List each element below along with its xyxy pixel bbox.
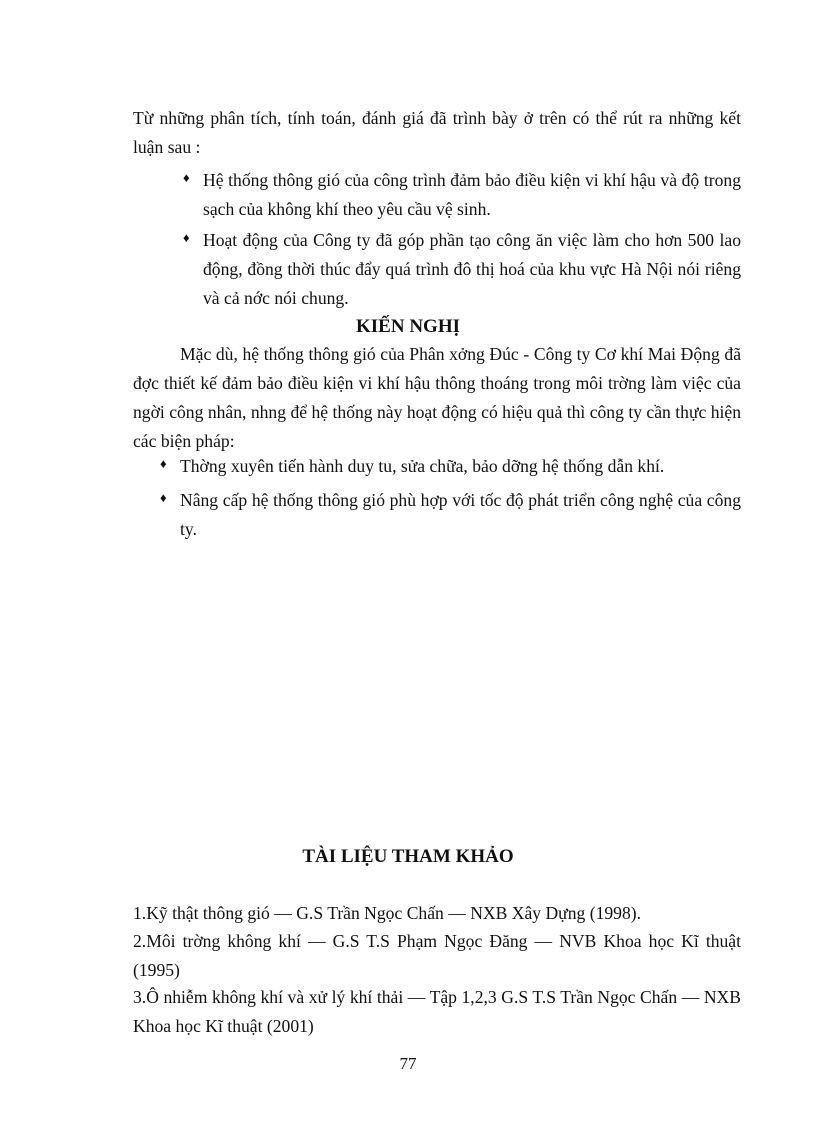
intro-paragraph: Từ những phân tích, tính toán, đánh giá đã trình bày ở trên có thể rút ra những kết luận sau : [133, 108, 741, 157]
diamond-bullet-icon: ♦ [183, 170, 190, 185]
page-number: 77 [399, 1054, 417, 1073]
recommendation-paragraph: Mặc dù, hệ thống thông gió của Phân xởng Đúc - Công ty Cơ khí Mai Động đã đợc thiết kế đảm bảo điều kiện vi khí hậu thông thoáng trong môi trờng làm việc của ngời công nhân, nhng để hệ thống này hoạt động có hiệu quả thì công ty cần thực hiện các biện pháp: [133, 344, 741, 451]
measure-item [160, 486, 741, 544]
measure-text: Nâng cấp hệ thống thông gió phù hợp với tốc độ phát triển công nghệ của công ty. [180, 490, 741, 539]
diamond-bullet-icon: ♦ [183, 230, 190, 245]
conclusion-item [183, 166, 741, 224]
measure-text: Thờng xuyên tiến hành duy tu, sửa chữa, bảo dỡng hệ thống dẫn khí. [180, 456, 665, 476]
diamond-bullet-icon: ♦ [160, 490, 167, 505]
conclusion-text: Hoạt động của Công ty đã góp phần tạo công ăn việc làm cho hơn 500 lao động, đồng thời thúc đẩy quá trình đô thị hoá của khu vực Hà Nội nói riêng và cả nớc nói chung. [203, 230, 741, 308]
recommendation-heading: KIẾN NGHỊ [356, 316, 460, 337]
measure-item [160, 452, 741, 481]
conclusion-text: Hệ thống thông gió của công trình đảm bảo điều kiện vi khí hậu và độ trong sạch của không khí theo yêu cầu vệ sinh. [203, 170, 741, 219]
references-heading: TÀI LIỆU THAM KHẢO [302, 846, 514, 867]
reference-item: 2.Môi trờng không khí — G.S T.S Phạm Ngọc Đăng — NVB Khoa học Kĩ thuật (1995) [133, 931, 741, 980]
reference-item: 1.Kỹ thật thông gió — G.S Trần Ngọc Chấn — NXB Xây Dựng (1998). [133, 903, 642, 923]
reference-item: 3.Ô nhiễm không khí và xử lý khí thải — Tập 1,2,3 G.S T.S Trần Ngọc Chấn — NXB Khoa học Kĩ thuật (2001) [133, 987, 741, 1036]
diamond-bullet-icon: ♦ [160, 456, 167, 471]
conclusion-item [183, 226, 741, 313]
